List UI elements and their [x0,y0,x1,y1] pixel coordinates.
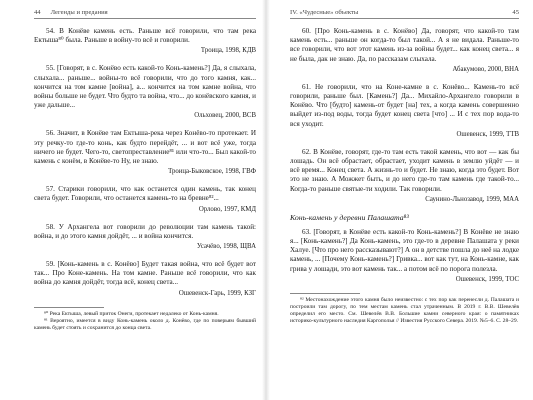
entry-text: 56. Значит, в Конёве там Ектыша-река через Конёво-то протекает. И эту речку-то где-то конь, как будто перейдёт, ... и вот всё уже, тогда ничего не будет. Чего-то, светопреставление⁸¹ или что-то... Был какой-то камень с конём, в Конёве-то Ну, не знаю. [34,129,256,166]
entry-source: Абакумово, 2000, ВНА [452,65,519,73]
entry-text: 59. [Конь-камень в с. Конёво] Будет такая война, что всё будет вот так... Про Коне-камень. На том камне. Раньше всё говорили, что как война до камня дойдёт, тогда всё, конец света... [34,260,256,287]
entry-source: Орлово, 1997, КМД [198,205,256,213]
left-running-title: Легенды и предания [50,9,108,16]
entry-59 [34,260,256,298]
entry-source: Ошевенск, 1999, ТТВ [456,130,519,138]
entry-text: 55. [Говорят, в с. Конёво есть какой-то Конь-камень?] Да, я слыхала, слыхала... раньше... войны-то всё говорили, что до того камня, как... кончится на том камне [война], а... кончится на том камне война, что войны больше не будет. Что будто та война, что... до конёвского камня, и уже дальше... [34,64,256,110]
entry-57 [34,185,256,213]
left-running-header [34,9,256,19]
left-page-number: 44 [34,9,41,16]
entry-54 [34,27,256,55]
entry-source: Усачёво, 1998, ЩВА [196,243,256,251]
right-running-header [290,9,519,19]
section-heading: Конь-камень у деревни Палашата⁸³ [290,212,409,222]
right-page-number: 45 [512,9,519,16]
entry-source: Троица-Быковское, 1998, ГВФ [168,168,256,176]
entry-source: Троица, 1998, КДВ [200,47,256,55]
entry-text: 61. Не говорили, что на Коне-камне в с. Конёво... Камень-то всё говорили, раньше был. [Камень?] Да... Михайло-Архангело говорили в Конёво. Что [будто] камень-от будет [на] тех, а когда камень совершенно выйдет из-под воды, тогда будет конец света [что] ... И с тех пор вода-то вся уходит. [290,82,519,128]
entry-source: Ошевенск-Гарь, 1999, КЗГ [178,289,256,297]
entry-60 [290,27,519,74]
entry-source: Ольховец, 2000, ВСВ [194,112,256,120]
entry-text: 58. У Архангела вот говорили до революции там камень такой: война, и до этого камня дойдёт, ... и война кончится. [34,222,256,240]
footnote-81: ⁸¹ Вероятно, имеется в виду Конь-камень около д. Конёво, где по поверьям бывший камень будет стоять и сохранится до конца света. [34,317,256,332]
footnote-rule [290,293,360,294]
footnote-rule [34,307,104,308]
footnote-80: ⁸⁰ Река Ектыша, левый приток Онеги, протекает недалеко от Конь-камня. [44,310,219,317]
entry-source: Саунино-Льнозавод, 1999, МАА [425,195,519,203]
entry-61 [290,83,519,139]
right-page [266,0,533,400]
entry-55 [34,64,256,120]
entry-source: Ошевенск, 1999, ТОС [455,275,519,283]
entry-text: 57. Старики говорили, что как останется один камень, так конец света будет. Говорили, что останется камень-то на бревне⁸²... [34,185,256,203]
entry-63 [290,228,519,284]
entry-text: 60. [Про Конь-камень в с. Конёво] Да, говорят, что какой-то там камень есть... раньше он когда-то был такой... А я не видала. Раньше-то все говорили, что вот этот камень из-за войны будет... как конец света... я не была, дак не знаю. Да, по рассказам слыхала. [290,27,519,63]
entry-58 [34,223,256,251]
entry-text: 63. [Говорят, в Конёве есть какой-то Конь-камень?] В Конёве не знаю я... [Конь-камень?] Да Конь-камень, это где-то в деревне Палашата у реки Халуе. [Что про него рассказывают?] А он в детстве пошла до неё на лодке камень, ... [Почему Конь-камень?] Гривка... вот как тут, на Конь-камне, как грива у лошади, это вот камень так... а потом всё по порога полезла. [290,227,519,273]
entry-text: 54. В Конёве камень есть. Раньше всё говорили, что там река Ектыша⁸⁰ была. Раньше в войну-то всё и говорили. [34,27,256,45]
left-page [0,0,266,400]
right-running-title: IV. «Чудесные» объекты [290,9,359,16]
entry-text: 62. В Конёве, говорят, где-то там есть такой камень, что вот — как бы лошадь. Он всё обрастает, обрастает, уходит камень в землю уйдёт — и всё время... Конец света. А жизнь-то и будет. Не знаю, когда это будет. Вот это не знаю. А Можжет быть, и до него где-то там камень где такой-то... Когда-то раньше святые-ти ходили. Так говорили. [290,147,519,193]
entry-56 [34,129,256,176]
footnote-82: ⁸² Местонахождение этого камня было неизвестно: с тех пор как перенесли д. Палашата и построили там дорогу, по тем местам камень стал утраченным. В 2019 г. В.В. Шевелёв определил его место. См. Шевелёв В.В. Большие камни северного края: о памятниках историко-культурного наследия Каргополья // Известия Русского Севера. 2019. №5–6. С. 28–29. [290,296,519,325]
entry-62 [290,148,519,204]
